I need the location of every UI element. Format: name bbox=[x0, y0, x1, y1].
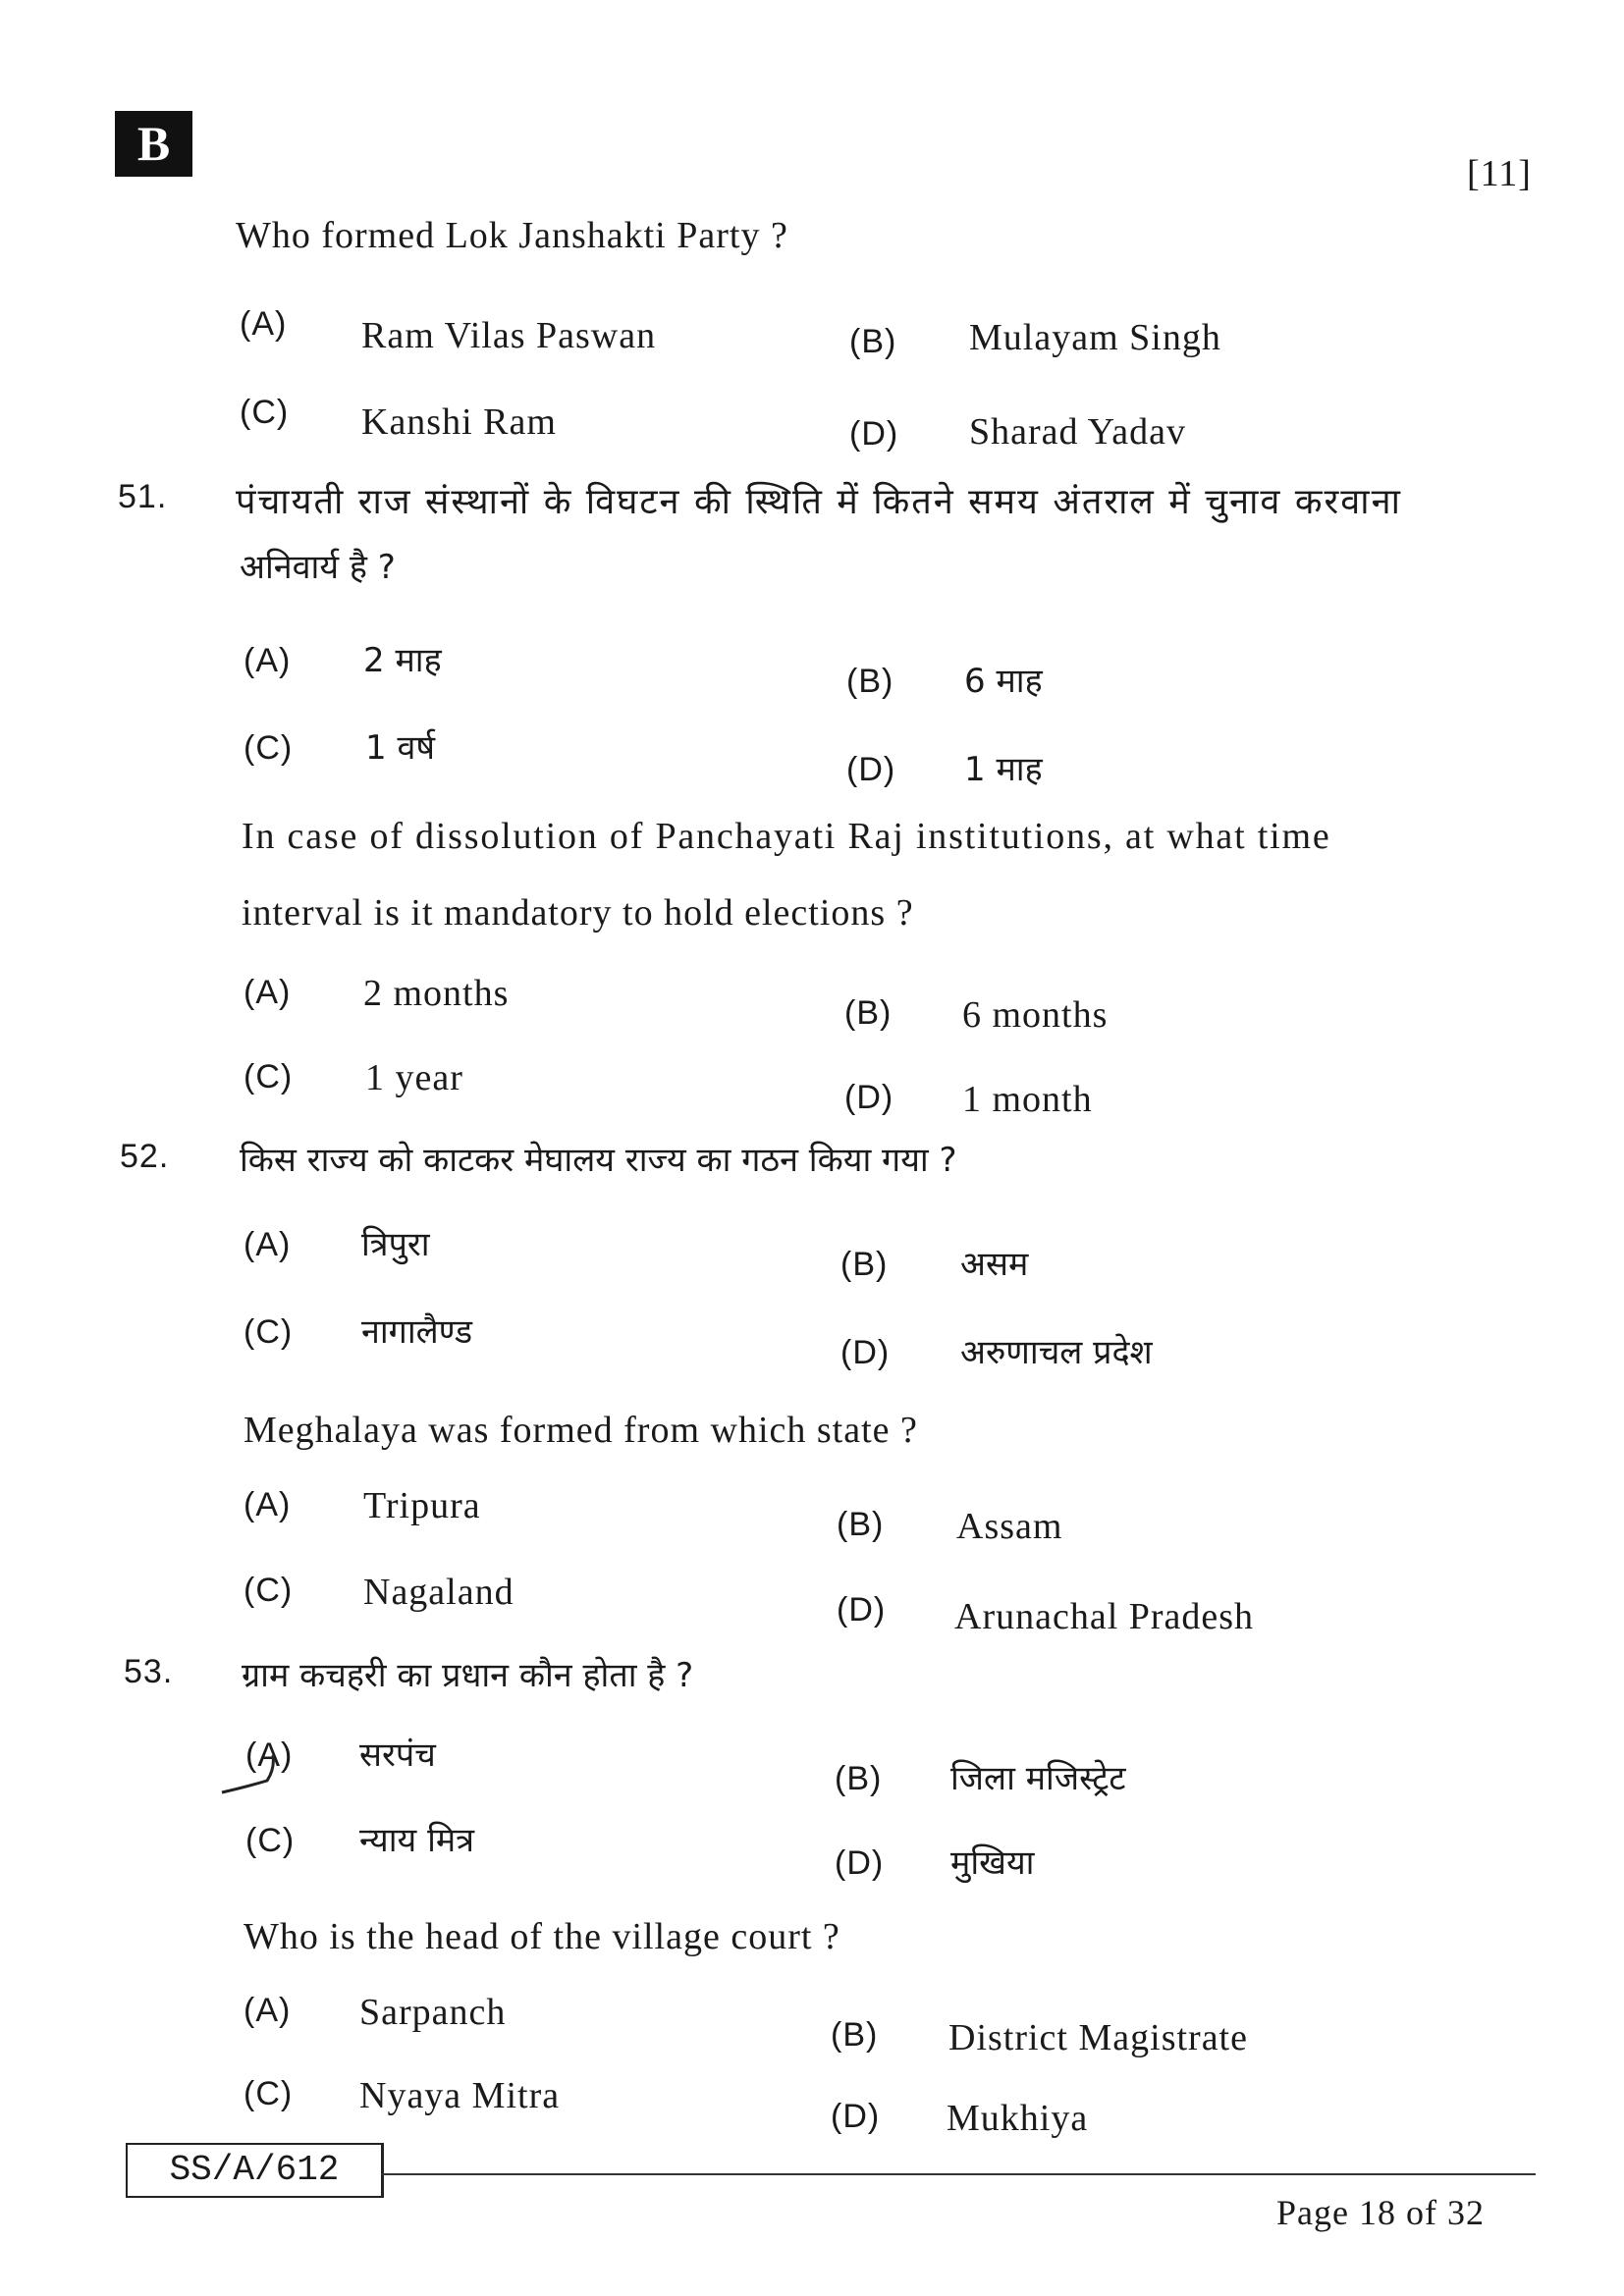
question-number: 52. bbox=[120, 1138, 170, 1175]
option-label: (C) bbox=[244, 1313, 294, 1351]
option-text: 2 माह bbox=[363, 641, 442, 680]
option-label: (D) bbox=[837, 1591, 887, 1629]
option-label: (B) bbox=[840, 1246, 889, 1283]
paper-code: SS/A/612 bbox=[126, 2143, 384, 2198]
option-text: Nagaland bbox=[363, 1572, 514, 1613]
option-text: Tripura bbox=[363, 1485, 481, 1526]
option-text: 1 month bbox=[962, 1079, 1093, 1120]
footer-divider bbox=[381, 2173, 1536, 2175]
question-text-english: interval is it mandatory to hold elections ? bbox=[242, 892, 914, 934]
question-number: 51. bbox=[118, 478, 168, 515]
option-label: (D) bbox=[831, 2098, 881, 2135]
option-text: नागालैण्ड bbox=[361, 1312, 473, 1352]
option-label: (A) bbox=[244, 1992, 292, 2029]
option-text: Mukhiya bbox=[947, 2098, 1089, 2139]
option-text: Mulayam Singh bbox=[969, 317, 1221, 358]
option-label: (C) bbox=[244, 2075, 294, 2112]
option-text: Kanshi Ram bbox=[361, 401, 557, 443]
option-text: असम bbox=[960, 1245, 1029, 1284]
option-text: जिला मजिस्ट्रेट bbox=[950, 1759, 1126, 1798]
question-text-english: Who is the head of the village court ? bbox=[244, 1916, 840, 1957]
option-label: (C) bbox=[240, 394, 290, 431]
option-label: (B) bbox=[835, 1760, 883, 1797]
option-label: (D) bbox=[849, 415, 899, 453]
page-number: Page 18 of 32 bbox=[1276, 2193, 1485, 2232]
option-text: 1 वर्ष bbox=[365, 728, 435, 768]
option-text: Assam bbox=[956, 1506, 1063, 1547]
option-label: (A) bbox=[244, 1226, 292, 1263]
section-badge: B bbox=[115, 111, 192, 177]
option-label: (D) bbox=[840, 1334, 891, 1371]
option-text: Nyaya Mitra bbox=[359, 2075, 561, 2116]
option-label: (C) bbox=[244, 1058, 294, 1095]
option-text: अरुणाचल प्रदेश bbox=[960, 1333, 1153, 1372]
option-text: 1 year bbox=[365, 1057, 463, 1098]
option-text: Sarpanch bbox=[359, 1992, 507, 2033]
option-label: (B) bbox=[837, 1506, 885, 1543]
option-text: Arunachal Pradesh bbox=[954, 1596, 1255, 1637]
pen-mark-icon bbox=[218, 1747, 287, 1796]
option-label: (A) bbox=[244, 1486, 292, 1523]
option-label: (B) bbox=[849, 323, 897, 360]
option-label: (D) bbox=[846, 751, 896, 788]
question-text-hindi: ग्राम कचहरी का प्रधान कौन होता है ? bbox=[242, 1656, 694, 1695]
question-text-hindi: अनिवार्य है ? bbox=[240, 548, 396, 587]
option-text: Ram Vilas Paswan bbox=[361, 315, 657, 356]
option-text: 1 माह bbox=[964, 750, 1043, 789]
option-label: (C) bbox=[245, 1822, 296, 1859]
question-text-english: Meghalaya was formed from which state ? bbox=[244, 1410, 918, 1451]
question-text-hindi: किस राज्य को काटकर मेघालय राज्य का गठन किया गया ? bbox=[240, 1141, 957, 1180]
option-label: (D) bbox=[835, 1844, 885, 1882]
option-label: (B) bbox=[844, 994, 893, 1032]
question-text-english: In case of dissolution of Panchayati Raj institutions, at what time bbox=[242, 816, 1331, 857]
option-label: (D) bbox=[844, 1079, 894, 1116]
option-text: न्याय मित्र bbox=[359, 1821, 474, 1860]
option-label: (C) bbox=[244, 729, 294, 767]
question-text-hindi: पंचायती राज संस्थानों के विघटन की स्थिति में कितने समय अंतराल में चुनाव करवाना bbox=[236, 482, 1402, 522]
option-label: (A) bbox=[245, 1736, 294, 1774]
option-text: 6 months bbox=[962, 994, 1109, 1036]
option-label: (C) bbox=[244, 1572, 294, 1609]
question-text: Who formed Lok Janshakti Party ? bbox=[236, 215, 788, 256]
option-text: सरपंच bbox=[359, 1735, 436, 1775]
option-text: त्रिपुरा bbox=[361, 1225, 430, 1264]
option-text: मुखिया bbox=[950, 1843, 1035, 1883]
option-label: (A) bbox=[240, 305, 288, 343]
question-number: 53. bbox=[124, 1653, 174, 1690]
page-marker: [11] bbox=[1467, 153, 1532, 194]
option-text: 2 months bbox=[363, 973, 510, 1014]
option-label: (B) bbox=[846, 663, 894, 700]
option-label: (A) bbox=[244, 974, 292, 1011]
option-text: District Magistrate bbox=[948, 2017, 1248, 2058]
option-label: (B) bbox=[831, 2016, 879, 2054]
option-text: Sharad Yadav bbox=[969, 411, 1186, 453]
option-label: (A) bbox=[244, 642, 292, 679]
option-text: 6 माह bbox=[964, 662, 1043, 701]
